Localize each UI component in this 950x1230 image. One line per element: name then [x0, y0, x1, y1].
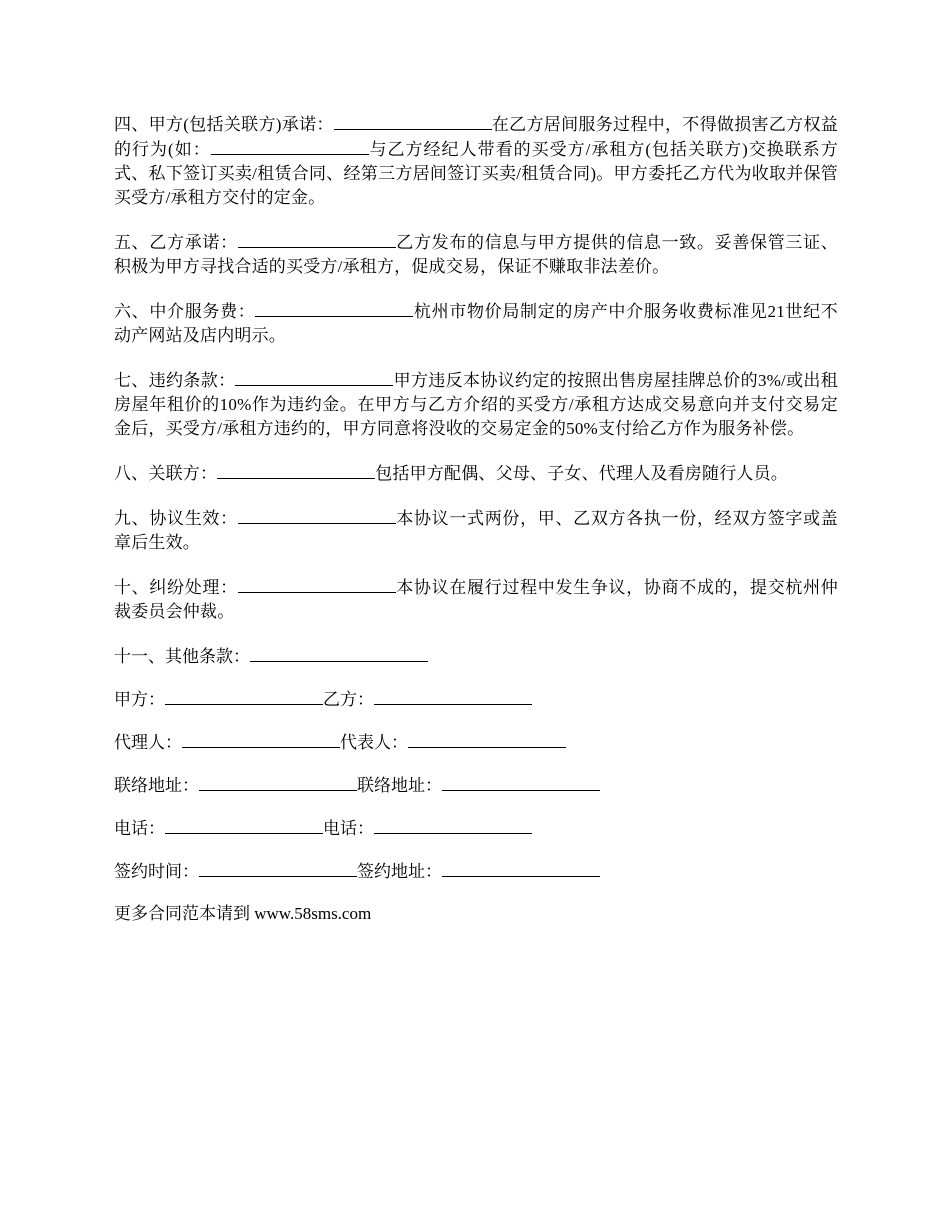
clause-5-prefix: 五、乙方承诺：	[114, 233, 238, 252]
sign-time-label: 签约时间：	[114, 862, 199, 881]
phone-b-label: 电话：	[323, 819, 374, 838]
address-b-label: 联络地址：	[357, 776, 442, 795]
phone-a-label: 电话：	[114, 819, 165, 838]
agent-field[interactable]	[182, 730, 340, 748]
footer-link-text: 更多合同范本请到 www.58sms.com	[114, 904, 372, 923]
clause-4-prefix: 四、甲方(包括关联方)承诺：	[114, 115, 334, 134]
party-a-label: 甲方：	[114, 690, 165, 709]
sign-place-field[interactable]	[442, 859, 600, 877]
agent-label: 代理人：	[114, 733, 182, 752]
address-a-label: 联络地址：	[114, 776, 199, 795]
blank-line	[235, 368, 393, 386]
blank-line	[238, 575, 396, 593]
clause-10-body: 本协议在履行过程中发生争议，协商不成的，提交杭州仲裁委员会仲裁。	[114, 578, 838, 621]
clause-5	[114, 230, 838, 279]
blank-line	[238, 230, 396, 248]
other-terms-label: 十一、其他条款：	[114, 647, 250, 666]
blank-line	[334, 112, 492, 130]
party-b-label: 乙方：	[323, 690, 374, 709]
signature-agent-row	[114, 730, 838, 755]
other-terms-field[interactable]	[250, 644, 428, 662]
blank-line	[217, 461, 375, 479]
clause-11	[114, 644, 838, 669]
clause-8	[114, 461, 838, 486]
clause-9-body: 本协议一式两份，甲、乙双方各执一份，经双方签字或盖章后生效。	[114, 509, 838, 552]
clause-10-prefix: 十、纠纷处理：	[114, 578, 238, 597]
clause-4-mid: 在乙方居间服务过程中，不得做损害乙方权益的行为(如：	[114, 115, 838, 159]
blank-line	[255, 299, 413, 317]
clause-6-body: 杭州市物价局制定的房产中介服务收费标准见21世纪不动产网站及店内明示。	[114, 302, 838, 345]
clause-4-suffix: 与乙方经纪人带看的买受方/承租方(包括关联方)交换联系方式、私下签订买卖/租赁合同、经第三方居间签订买卖/租赁合同)。甲方委托乙方代为收取并保管买受方/承租方交付的定金。	[114, 140, 838, 207]
clause-8-prefix: 八、关联方：	[114, 464, 218, 483]
phone-b-field[interactable]	[374, 816, 532, 834]
clause-7	[114, 368, 838, 441]
clause-7-body: 甲方违反本协议约定的按照出售房屋挂牌总价的3%/或出租房屋年租价的10%作为违约金。在甲方与乙方介绍的买受方/承租方达成交易意向并支付交易定金后，买受方/承租方违约的，甲方同意将没收的交易定金的50%支付给乙方作为服务补偿。	[114, 371, 838, 438]
clause-8-body: 包括甲方配偶、父母、子女、代理人及看房随行人员。	[375, 464, 789, 483]
address-a-field[interactable]	[199, 773, 357, 791]
clause-9	[114, 506, 838, 555]
clause-7-prefix: 七、违约条款：	[114, 371, 236, 390]
clause-6	[114, 299, 838, 348]
clause-9-prefix: 九、协议生效：	[114, 509, 238, 528]
party-b-field[interactable]	[374, 687, 532, 705]
clause-6-prefix: 六、中介服务费：	[114, 302, 256, 321]
signature-phone-row	[114, 816, 838, 841]
clause-5-body: 乙方发布的信息与甲方提供的信息一致。妥善保管三证、积极为甲方寻找合适的买受方/承租方，促成交易，保证不赚取非法差价。	[114, 233, 838, 276]
blank-line	[211, 137, 369, 155]
representative-field[interactable]	[408, 730, 566, 748]
clause-4	[114, 112, 838, 210]
signature-address-row	[114, 773, 838, 798]
blank-line	[238, 506, 396, 524]
signature-time-place-row	[114, 859, 838, 884]
party-a-field[interactable]	[165, 687, 323, 705]
signature-parties-row	[114, 687, 838, 712]
sign-place-label: 签约地址：	[357, 862, 442, 881]
phone-a-field[interactable]	[165, 816, 323, 834]
address-b-field[interactable]	[442, 773, 600, 791]
representative-label: 代表人：	[340, 733, 408, 752]
clause-10	[114, 575, 838, 624]
sign-time-field[interactable]	[199, 859, 357, 877]
contract-document	[114, 112, 838, 944]
